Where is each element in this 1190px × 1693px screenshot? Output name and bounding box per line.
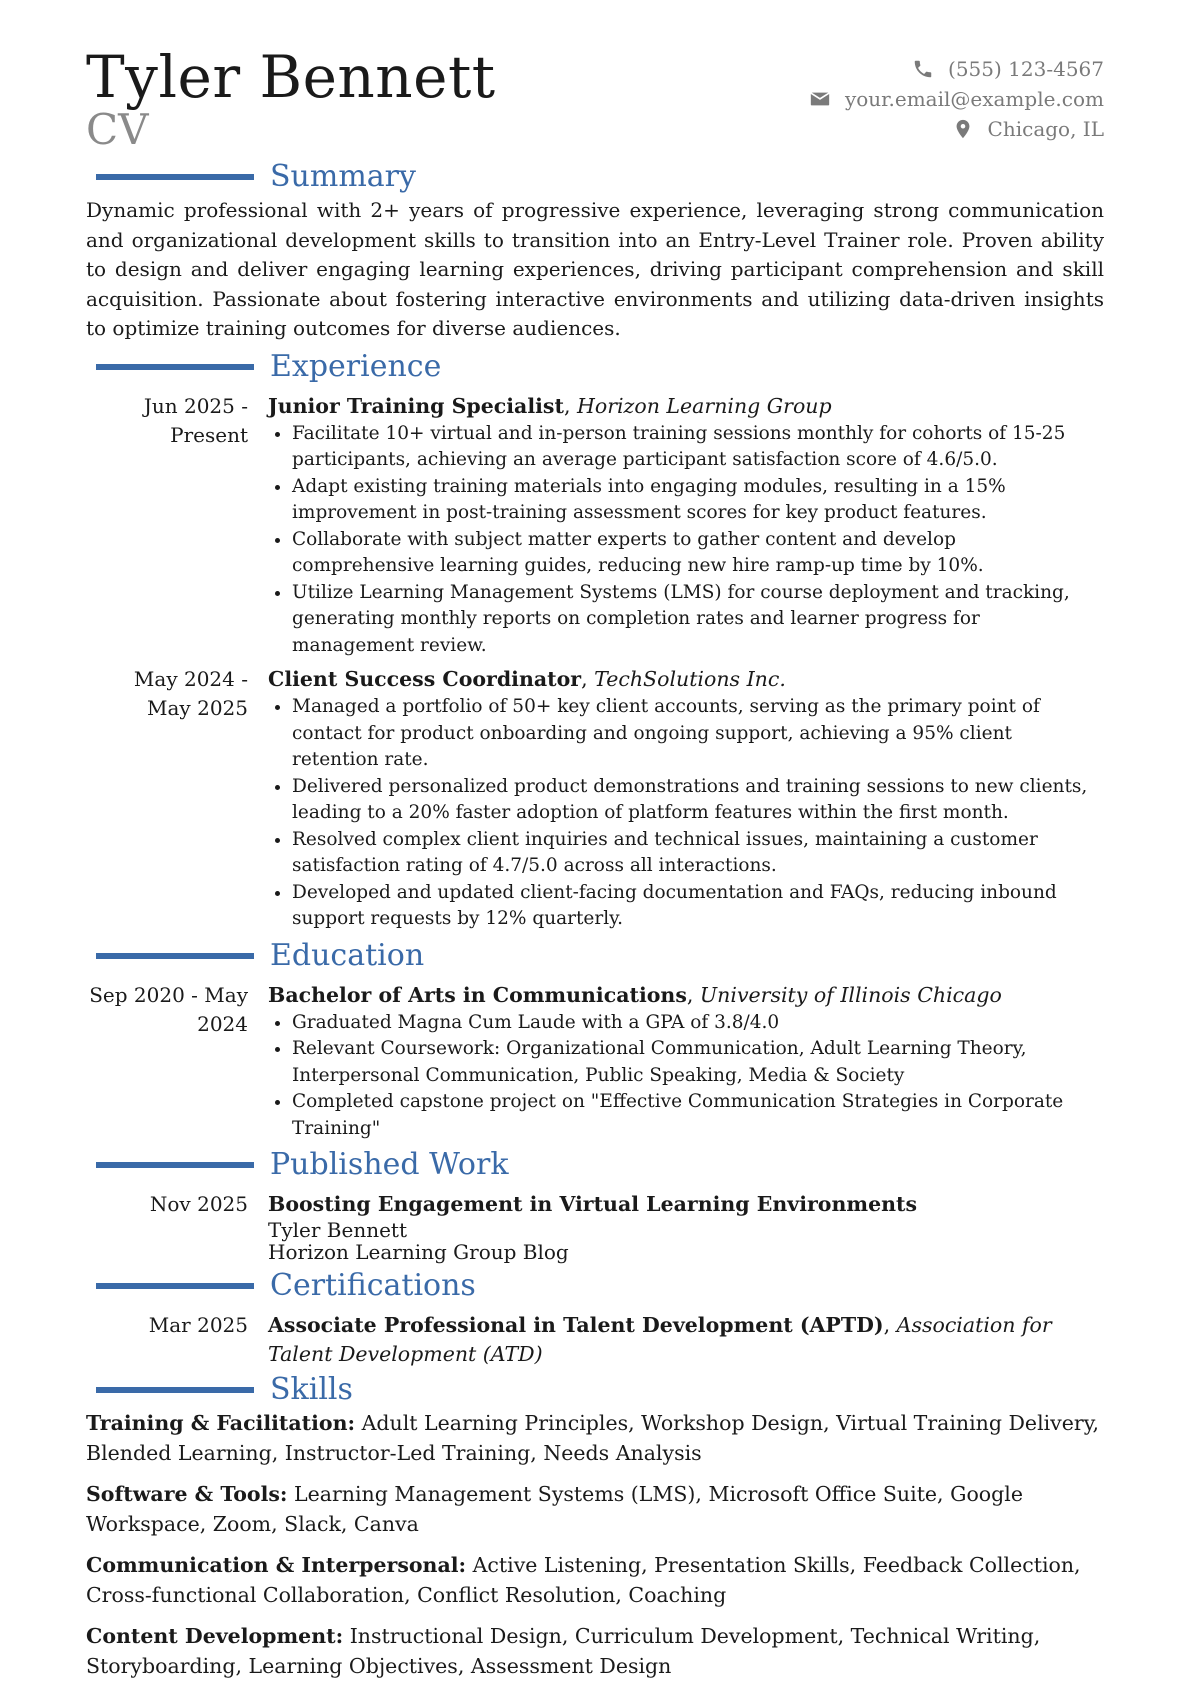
- entry-date: Jun 2025 - Present: [143, 393, 248, 447]
- publication-author: Tyler Bennett: [268, 1218, 407, 1243]
- entry-body: [268, 1311, 1104, 1369]
- entry-title: [268, 1190, 1104, 1219]
- certifications-section: [86, 1267, 1104, 1369]
- skill-group-label: Training & Facilitation:: [86, 1411, 356, 1436]
- contact-info: [809, 54, 1104, 144]
- section-accent-bar: [96, 364, 254, 370]
- education-entry: [86, 981, 1104, 1143]
- list-item: • Completed capstone project on "Effective Communication Strategies in Corporate Training": [292, 1089, 1104, 1142]
- skill-group: [86, 1551, 1104, 1610]
- phone-icon: [912, 58, 934, 80]
- candidate-name: Tyler Bennett: [86, 43, 496, 111]
- degree-name: Bachelor of Arts in Communications: [268, 982, 687, 1007]
- skill-group-items: Active Listening, Presentation Skills, Feedback Collection, Cross-functional Collaboration, Conflict Resolution, Coaching: [86, 1553, 1081, 1607]
- section-title: Published Work: [270, 1147, 509, 1183]
- entry-title: Associate Professional in Talent Development (APTD), Association for Talent Development (ATD): [268, 1313, 1052, 1367]
- job-role: Junior Training Specialist: [268, 393, 564, 418]
- skill-group-label: Communication & Interpersonal:: [86, 1553, 467, 1578]
- entry-body: [268, 665, 1104, 933]
- summary-section: [86, 158, 1104, 344]
- skill-group-items: Adult Learning Principles, Workshop Design, Virtual Training Delivery, Blended Learning, Instructor-Led Training, Needs Analysis: [86, 1411, 1100, 1465]
- list-item: • Facilitate 10+ virtual and in-person training sessions monthly for cohorts of 15-25 participants, achieving an average participant satisfaction score of 4.6/5.0.: [292, 421, 1104, 474]
- entry-body: [268, 1190, 1104, 1263]
- entry-body: [268, 392, 1104, 660]
- section-heading: [86, 1267, 1104, 1305]
- section-accent-bar: [96, 953, 254, 959]
- section-heading: [86, 158, 1104, 196]
- skill-group: [86, 1480, 1104, 1539]
- document-subtitle: CV: [86, 105, 149, 154]
- location-text: Chicago, IL: [987, 117, 1104, 141]
- certification-issuer: Association for Talent Development (ATD): [268, 1313, 1052, 1367]
- list-item: • Collaborate with subject matter experts to gather content and develop comprehensive learning guides, reducing new hire ramp-up time by 10%.: [292, 527, 1104, 580]
- entry-title: Junior Training Specialist, Horizon Learning Group: [268, 393, 832, 418]
- skill-group-label: Content Development:: [86, 1624, 344, 1649]
- skill-group-items: Learning Management Systems (LMS), Microsoft Office Suite, Google Workspace, Zoom, Slack, Canva: [86, 1482, 1023, 1536]
- entry-body: [268, 981, 1104, 1143]
- job-org: TechSolutions Inc.: [594, 667, 786, 692]
- bullet-list: [268, 1010, 1104, 1143]
- summary-text: Dynamic professional with 2+ years of progressive experience, leveraging strong communication and organizational development skills to transition into an Entry-Level Trainer role. Proven ability to design and deliver engaging learning experiences, driving participant comprehension and skill acquisition. Passionate about fostering interactive environments and utilizing data-driven insights to optimize training outcomes for diverse audiences.: [86, 198, 1104, 341]
- section-title: Experience: [270, 348, 442, 384]
- bullet-list: [268, 694, 1104, 933]
- map-pin-icon: [952, 118, 974, 140]
- list-item: • Adapt existing training materials into engaging modules, resulting in a 15% improvement in post-training assessment scores for key product features.: [292, 474, 1104, 527]
- cv-header: [86, 44, 1104, 156]
- section-accent-bar: [96, 174, 254, 180]
- phone-text: (555) 123-4567: [948, 57, 1104, 81]
- entry-title: Client Success Coordinator, TechSolutions Inc.: [268, 667, 786, 692]
- experience-section: [86, 348, 1104, 933]
- envelope-icon: [809, 88, 831, 110]
- section-heading: [86, 1371, 1104, 1409]
- entry-title: Bachelor of Arts in Communications, University of Illinois Chicago: [268, 982, 1002, 1007]
- list-item: • Resolved complex client inquiries and technical issues, maintaining a customer satisfaction rating of 4.7/5.0 across all interactions.: [292, 827, 1104, 880]
- school-name: University of Illinois Chicago: [699, 982, 1002, 1007]
- section-heading: [86, 348, 1104, 386]
- section-title: Skills: [270, 1372, 353, 1408]
- section-title: Certifications: [270, 1268, 476, 1304]
- contact-email[interactable]: [809, 84, 1104, 114]
- bullet-list: [268, 421, 1104, 660]
- publication-venue: Horizon Learning Group Blog: [268, 1240, 569, 1265]
- list-item: • Developed and updated client-facing documentation and FAQs, reducing inbound support requests by 12% quarterly.: [292, 880, 1104, 933]
- entry-date: May 2024 - May 2025: [133, 667, 248, 721]
- list-item: • Managed a portfolio of 50+ key client accounts, serving as the primary point of contact for product onboarding and ongoing support, achieving a 95% client retention rate.: [292, 694, 1104, 774]
- skill-group-label: Software & Tools:: [86, 1482, 288, 1507]
- experience-entry: [86, 392, 1104, 660]
- section-heading: [86, 937, 1104, 975]
- section-title: Education: [270, 937, 425, 973]
- list-item: • Relevant Coursework: Organizational Communication, Adult Learning Theory, Interpersonal Communication, Public Speaking, Media & Society: [292, 1036, 1104, 1089]
- list-item: • Utilize Learning Management Systems (LMS) for course deployment and tracking, generating monthly reports on completion rates and learner progress for management review.: [292, 580, 1104, 660]
- list-item: • Delivered personalized product demonstrations and training sessions to new clients, leading to a 20% faster adoption of platform features within the first month.: [292, 774, 1104, 827]
- entry-date: Nov 2025: [149, 1192, 248, 1217]
- certification-name: Associate Professional in Talent Development (APTD): [268, 1313, 884, 1338]
- publication-title: Boosting Engagement in Virtual Learning Environments: [268, 1192, 918, 1217]
- entry-date: Sep 2020 - May 2024: [89, 982, 248, 1036]
- published-section: [86, 1146, 1104, 1263]
- job-org: Horizon Learning Group: [576, 393, 832, 418]
- education-section: [86, 937, 1104, 1143]
- section-heading: [86, 1146, 1104, 1184]
- job-role: Client Success Coordinator: [268, 667, 582, 692]
- contact-phone: [809, 54, 1104, 84]
- section-accent-bar: [96, 1162, 254, 1168]
- section-title: Summary: [270, 159, 416, 194]
- skill-group: [86, 1409, 1104, 1468]
- section-accent-bar: [96, 1283, 254, 1289]
- experience-entry: [86, 665, 1104, 933]
- skill-group-items: Instructional Design, Curriculum Development, Technical Writing, Storyboarding, Learning Objectives, Assessment Design: [86, 1624, 1041, 1678]
- list-item: • Graduated Magna Cum Laude with a GPA of 3.8/4.0: [292, 1010, 1104, 1037]
- publication-entry: [86, 1190, 1104, 1263]
- contact-location: [809, 114, 1104, 144]
- section-accent-bar: [96, 1387, 254, 1393]
- cv-page: [86, 44, 1104, 1693]
- certification-entry: [86, 1311, 1104, 1369]
- email-text[interactable]: your.email@example.com: [844, 87, 1104, 111]
- skills-section: [86, 1371, 1104, 1681]
- skill-group: [86, 1622, 1104, 1681]
- entry-date: Mar 2025: [148, 1313, 248, 1338]
